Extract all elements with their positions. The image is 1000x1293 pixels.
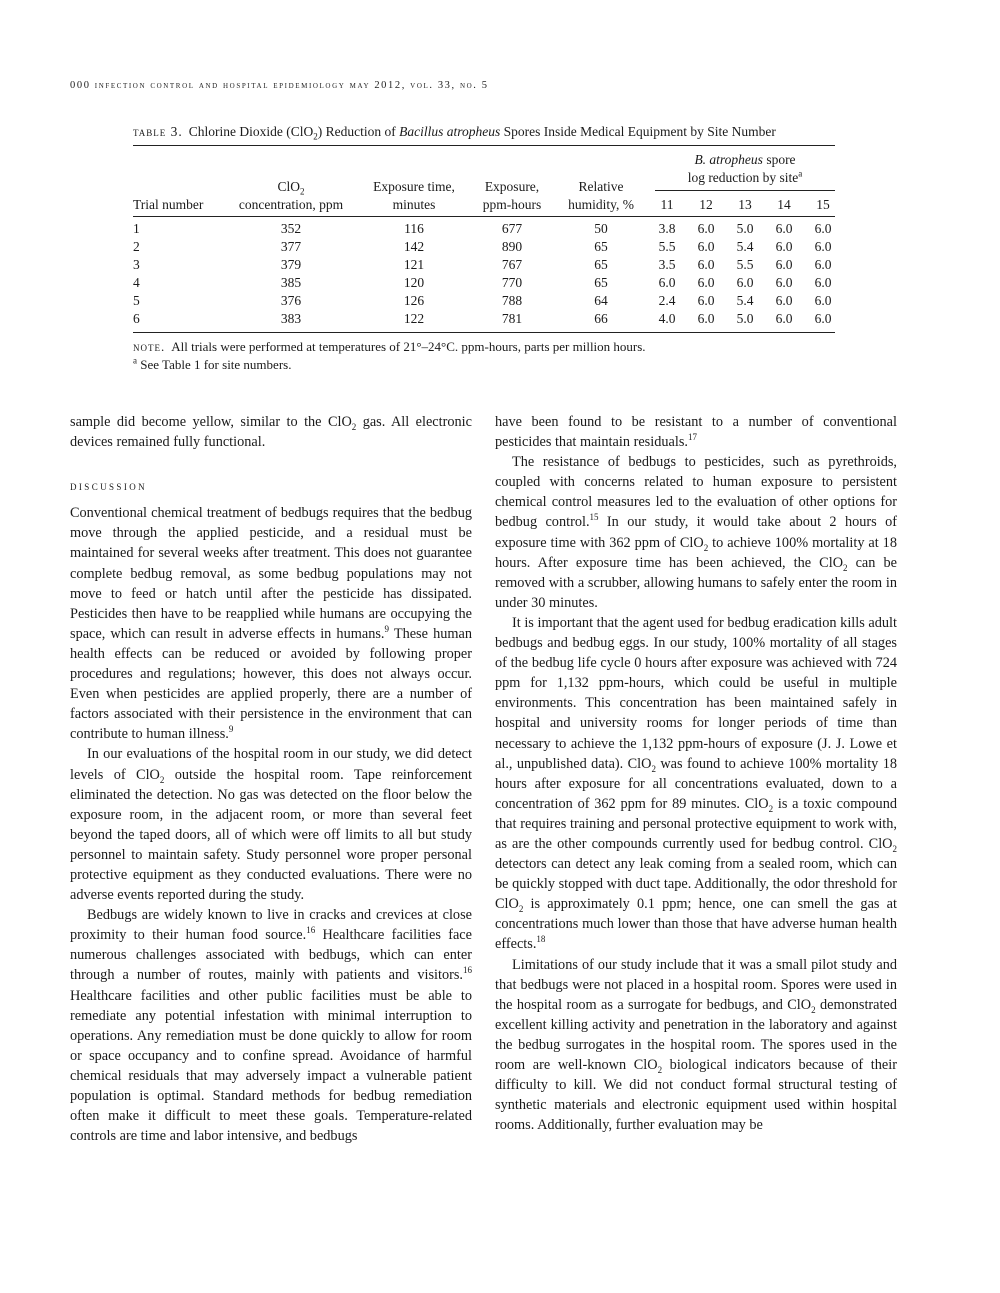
text-run: have been found to be resistant to a number of conventional pesticides that maintain residuals.	[495, 414, 897, 451]
text-run: Conventional chemical treatment of bedbugs requires that the bedbug move through the applied pesticide, and a residual must be maintained for several weeks after treatment. This does not guarantee complete bedbug removal, as some bedbug populations may not move to feed or hatch until after the pesticide has dissipated. Pesticides then have to be reapplied while humans are occupying the space, which can result in adverse effects in humans.	[70, 505, 472, 642]
right-paragraph-2	[495, 613, 897, 955]
header-clo2-bottom: concentration, ppm	[238, 197, 344, 212]
cell-trial: 1	[133, 221, 140, 236]
cell-site-12: 6.0	[697, 311, 715, 326]
subscript: 2	[703, 542, 709, 553]
citation-ref: 15	[589, 512, 599, 523]
cell-site-15: 6.0	[814, 239, 832, 254]
cell-site-13: 5.4	[736, 239, 754, 254]
cell-trial: 6	[133, 311, 140, 326]
text-run: It is important that the agent used for bedbug eradication kills adult bedbugs and bedbug eggs. In our study, 100% mortality of all stages of the bedbug life cycle 0 hours after exposure was achieved with 724 ppm for 1,132 ppm-hours, which could be useful in multiple environments. This concentration has been maintained safely in hospital and university rooms for longer periods of time than necessary to achieve the 1,132 ppm-hours of exposure (J. J. Lowe et al., unpublished data). ClO	[495, 614, 897, 772]
cell-humidity: 50	[594, 221, 608, 236]
header-humidity-bottom: humidity, %	[568, 197, 634, 212]
group-header-line2: log reduction by site	[687, 170, 799, 185]
cell-exposure: 788	[501, 293, 523, 308]
cell-conc: 383	[280, 311, 302, 326]
cell-site-15: 6.0	[814, 257, 832, 272]
cell-site-13: 6.0	[736, 275, 754, 290]
citation-ref: 16	[463, 965, 472, 976]
header-clo2-sub: 2	[300, 186, 305, 197]
header-site-11: 11	[660, 197, 674, 212]
cell-humidity: 65	[594, 257, 608, 272]
header-site-15: 15	[816, 197, 830, 212]
citation-ref: 18	[536, 934, 546, 945]
cell-time: 142	[403, 239, 425, 254]
cell-site-15: 6.0	[814, 311, 832, 326]
cell-trial: 5	[133, 293, 140, 308]
table-footnote	[133, 356, 291, 374]
group-header-rule	[655, 190, 835, 191]
header-clo2-top: ClO	[277, 179, 300, 194]
cell-exposure: 770	[501, 275, 523, 290]
cell-exposure: 890	[501, 239, 523, 254]
cell-trial: 4	[133, 275, 140, 290]
group-header-sup: a	[798, 168, 803, 179]
subscript: 2	[651, 763, 656, 774]
table-note	[133, 338, 646, 356]
text-run: gas. All electronic devices remained fully functional.	[70, 414, 472, 451]
cell-site-13: 5.4	[736, 293, 754, 308]
citation-ref: 9	[228, 724, 234, 735]
text-run: Bedbugs are widely known to live in cracks and crevices at close proximity to their human food source.	[70, 907, 472, 944]
left-paragraph-0	[70, 412, 472, 452]
header-exposure-bottom: ppm-hours	[482, 197, 542, 212]
table-footnote-mark: a	[133, 355, 137, 366]
cell-site-11: 4.0	[658, 311, 676, 326]
text-run: In our study, it would take about 2 hours of exposure time with 362 ppm of ClO	[495, 514, 897, 551]
cell-time: 116	[404, 221, 424, 236]
text-run: biological indicators because of their difficulty to kill. We did not conduct formal structural testing of synthetic materials and electronic equipment used within hospital rooms. Additionally, further evaluation may be	[495, 1057, 897, 1134]
text-run: Healthcare facilities and other public facilities must be able to remediate any potential infestation with minimal interruption to operations. Any remediation must be done quickly to allow for room or space occupancy and to confine spread. Avoidance of harmful chemical residuals that may adversely impact a vulnerable patient population is optimal. Standard methods for bedbug remediation often make it difficult to meet these goals. Temperature-related controls are time and labor intensive, and bedbugs	[70, 987, 472, 1145]
right-paragraph-3	[495, 955, 897, 1136]
cell-exposure: 767	[501, 257, 523, 272]
cell-exposure: 781	[501, 311, 523, 326]
text-run: demonstrated excellent killing activity and penetration in the laboratory and against the bedbug surrogates in the hospital room. The spores used in the room are well-known ClO	[495, 996, 897, 1073]
cell-conc: 377	[280, 239, 302, 254]
cell-conc: 376	[280, 293, 302, 308]
cell-site-13: 5.0	[736, 221, 754, 236]
cell-site-15: 6.0	[814, 293, 832, 308]
table-top-rule	[133, 145, 835, 146]
left-paragraph-2	[70, 744, 472, 905]
subscript: 2	[159, 774, 165, 785]
header-exposure-time	[363, 178, 465, 214]
cell-site-11: 3.5	[658, 257, 676, 272]
subscript: 2	[518, 904, 524, 915]
caption-sub: 2	[313, 131, 318, 142]
cell-site-12: 6.0	[697, 221, 715, 236]
group-header-rest: spore	[762, 152, 796, 167]
cell-site-14: 6.0	[775, 221, 793, 236]
cell-site-13: 5.0	[736, 311, 754, 326]
cell-humidity: 65	[594, 239, 608, 254]
right-column	[495, 412, 897, 1135]
cell-site-14: 6.0	[775, 239, 793, 254]
text-run: is a toxic compound that requires training and personal protective equipment to work with, as are the other compounds currently used for bedbug control. ClO	[495, 795, 897, 852]
text-run: detectors can detect any leak coming from a sealed room, which can be quickly stopped with duct tape. Additionally, the odor threshold for ClO	[495, 856, 897, 913]
text-run: Limitations of our study include that it was a small pilot study and that bedbugs were not placed in a hospital room. Spores were used in the hospital room as a surrogate for bedbugs, and ClO	[495, 956, 897, 1013]
text-run: In our evaluations of the hospital room in our study, we did detect levels of ClO	[70, 746, 472, 783]
cell-site-15: 6.0	[814, 275, 832, 290]
header-site-14: 14	[777, 197, 791, 212]
group-header	[655, 151, 835, 187]
cell-trial: 2	[133, 239, 140, 254]
caption-text-1: Chlorine Dioxide (ClO	[188, 124, 314, 139]
caption-text-2: ) Reduction of	[317, 124, 400, 139]
right-paragraph-0	[495, 412, 897, 452]
subscript: 2	[657, 1064, 663, 1075]
cell-site-12: 6.0	[697, 275, 715, 290]
cell-site-14: 6.0	[775, 293, 793, 308]
left-paragraph-1	[70, 503, 472, 744]
header-trial: Trial number	[133, 197, 204, 212]
text-run: is approximately 0.1 ppm; hence, one can smell the gas at concentrations much lower than those that have adverse human health effects.	[495, 896, 897, 953]
caption-text-3: Spores Inside Medical Equipment by Site Number	[500, 124, 776, 139]
cell-site-15: 6.0	[814, 221, 832, 236]
subscript: 2	[768, 803, 774, 814]
cell-humidity: 66	[594, 311, 608, 326]
left-paragraph-3	[70, 905, 472, 1146]
table-footnote-text: See Table 1 for site numbers.	[140, 357, 292, 372]
cell-site-11: 5.5	[658, 239, 676, 254]
header-exposure	[474, 178, 550, 214]
table-caption	[133, 124, 835, 140]
table-bottom-rule	[133, 332, 835, 333]
text-run: These human health effects can be reduced or avoided by following proper procedures and regulations; however, this does not always occur. Even when pesticides are applied properly, there are a number of factors associated with their persistence in the environment that can contribute to human illness.	[70, 625, 472, 743]
cell-humidity: 65	[594, 275, 608, 290]
citation-ref: 9	[384, 624, 389, 635]
cell-conc: 352	[280, 221, 302, 236]
right-paragraph-1	[495, 452, 897, 613]
cell-time: 120	[403, 275, 425, 290]
header-humidity	[558, 178, 644, 214]
running-head: 000 infection control and hospital epidemiology may 2012, vol. 33, no. 5	[70, 80, 489, 91]
header-clo2	[230, 178, 352, 214]
caption-species: Bacillus atropheus	[399, 124, 501, 139]
text-run: was found to achieve 100% mortality 18 hours after exposure for all concentrations evaluated, down to a concentration of 362 ppm for 89 minutes. ClO	[495, 755, 898, 812]
table-note-label: note.	[133, 339, 166, 354]
cell-site-11: 6.0	[658, 275, 676, 290]
cell-time: 121	[403, 257, 425, 272]
text-run: outside the hospital room. Tape reinforcement eliminated the detection. No gas was detected on the floor below the exposure room, in the adjacent room, or more than several feet beyond the taped doors, all of which were off limits to all but study personnel to maintain safety. Study personnel wore proper personal protective equipment as they conducted evaluations. There were no adverse events reported during the study.	[70, 766, 472, 904]
cell-humidity: 64	[594, 293, 608, 308]
cell-site-13: 5.5	[736, 257, 754, 272]
header-site-13: 13	[738, 197, 752, 212]
left-column	[70, 412, 472, 1146]
citation-ref: 16	[306, 925, 316, 936]
subscript: 2	[892, 843, 897, 854]
cell-site-14: 6.0	[775, 311, 793, 326]
subscript: 2	[843, 562, 848, 573]
header-humidity-top: Relative	[578, 179, 624, 194]
text-run: sample did become yellow, similar to the ClO	[70, 414, 352, 430]
cell-site-12: 6.0	[697, 239, 715, 254]
header-site-12: 12	[699, 197, 713, 212]
cell-trial: 3	[133, 257, 140, 272]
table-label: table 3.	[133, 124, 183, 139]
cell-site-11: 3.8	[658, 221, 676, 236]
text-run: to achieve 100% mortality at 18 hours. After exposure time has been achieved, the ClO	[495, 534, 897, 571]
header-exposure-top: Exposure,	[484, 179, 540, 194]
subscript: 2	[811, 1004, 816, 1015]
text-run: Healthcare facilities face numerous challenges associated with bedbugs, which can enter through a number of routes, mainly with patients and visitors.	[70, 927, 472, 984]
cell-site-14: 6.0	[775, 257, 793, 272]
cell-site-12: 6.0	[697, 257, 715, 272]
subscript: 2	[351, 421, 357, 432]
table-note-text: All trials were performed at temperatures of 21°–24°C. ppm-hours, parts per million hours.	[171, 339, 646, 354]
cell-site-14: 6.0	[775, 275, 793, 290]
cell-time: 122	[403, 311, 425, 326]
header-exposure-time-top: Exposure time,	[373, 179, 455, 194]
cell-exposure: 677	[501, 221, 523, 236]
cell-conc: 385	[280, 275, 302, 290]
cell-site-11: 2.4	[658, 293, 676, 308]
text-run: The resistance of bedbugs to pesticides, such as pyrethroids, coupled with concerns related to human exposure to persistent chemical control measures led to the evaluation of other options for bedbug control.	[495, 454, 897, 531]
cell-conc: 379	[280, 257, 302, 272]
cell-site-12: 6.0	[697, 293, 715, 308]
text-run: can be removed with a scrubber, allowing humans to safely enter the room in under 30 minutes.	[495, 554, 897, 611]
header-exposure-time-bottom: minutes	[392, 197, 436, 212]
discussion-heading: discussion	[70, 478, 148, 494]
citation-ref: 17	[687, 432, 697, 443]
cell-time: 126	[403, 293, 425, 308]
table-header-rule	[133, 216, 835, 217]
group-header-species: B. atropheus	[694, 152, 763, 167]
